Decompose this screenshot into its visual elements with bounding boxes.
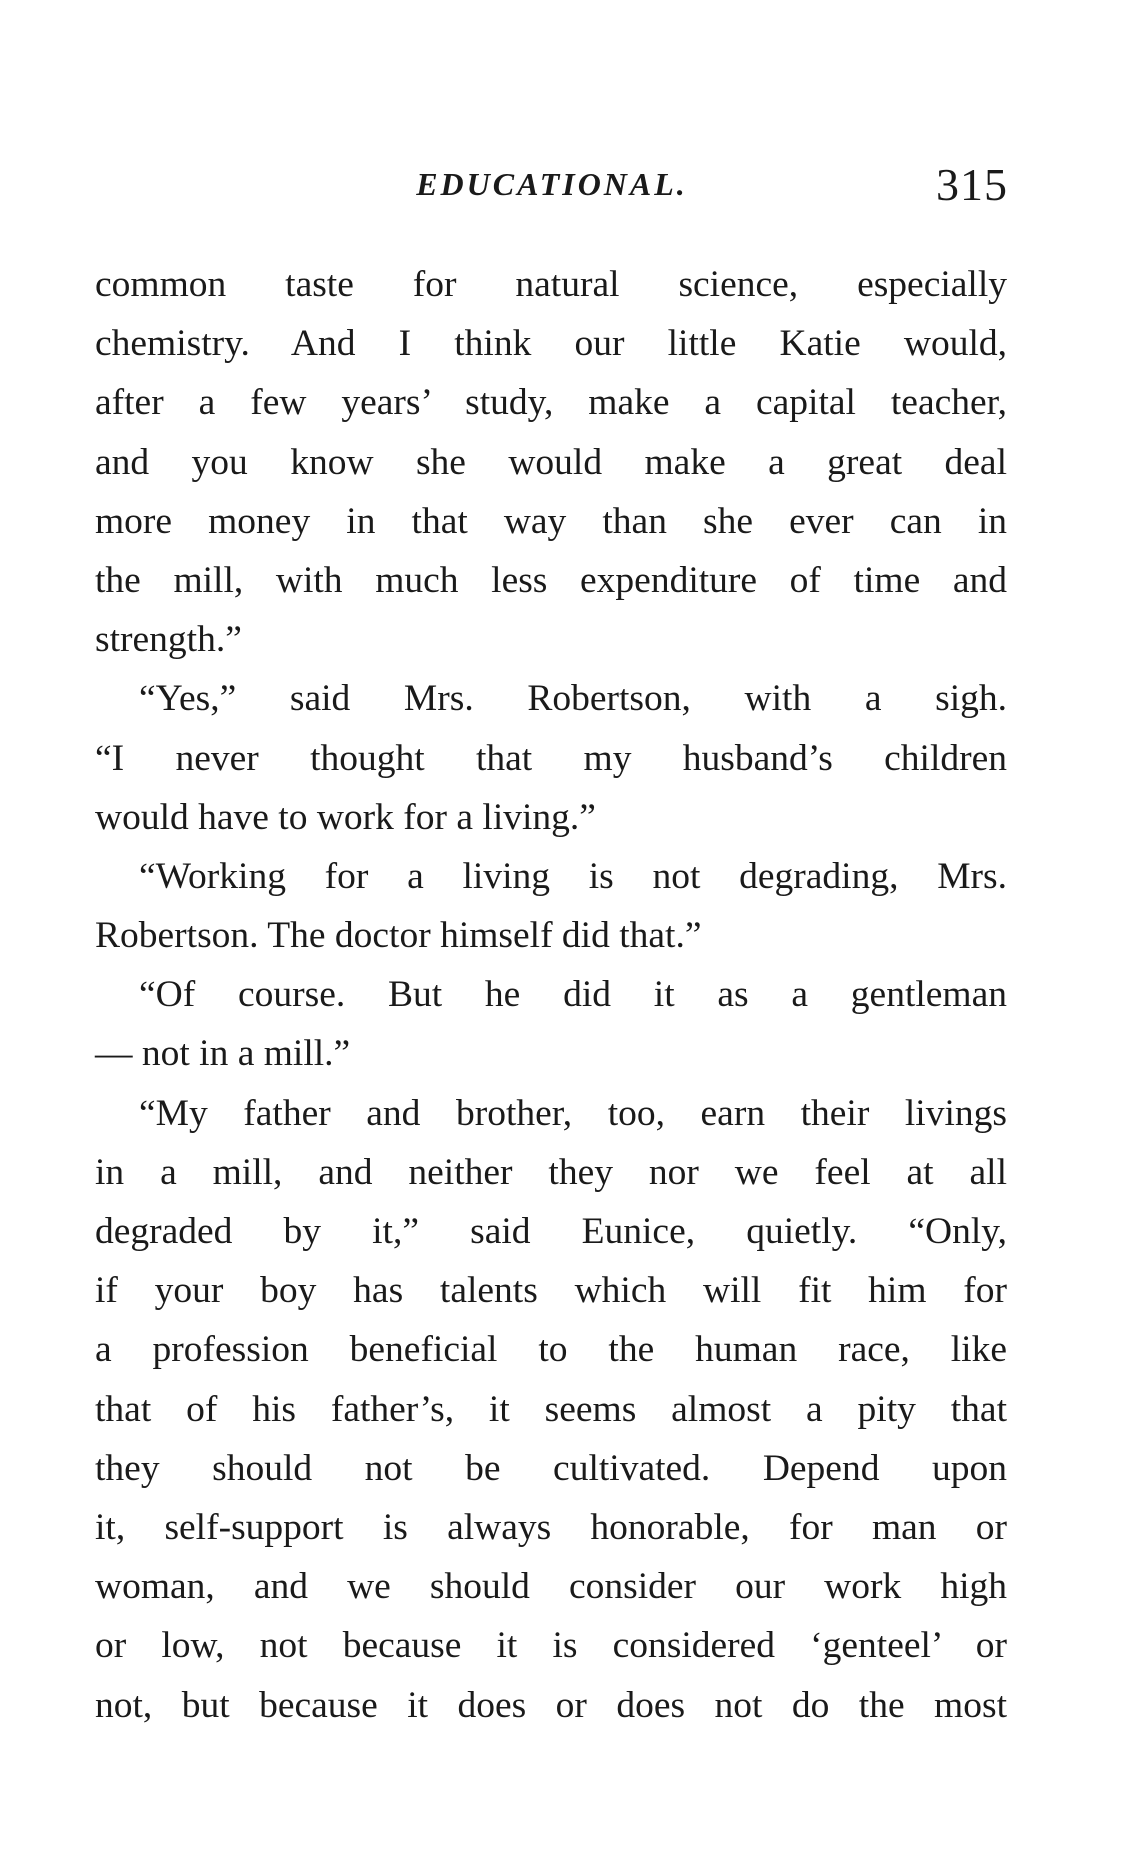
text-line: strength.” xyxy=(95,619,242,661)
text-line: would have to work for a living.” xyxy=(95,796,596,838)
page-number: 315 xyxy=(936,159,1008,210)
text-line: “Of course. But he did it as a gentleman xyxy=(139,974,1007,1016)
text-line: — not in a mill.” xyxy=(95,1033,351,1075)
running-title: EDUCATIONAL. xyxy=(416,166,688,202)
text-line: or low, not because it is considered ‘genteel’ or xyxy=(95,1625,1007,1667)
text-line: not, but because it does or does not do the most xyxy=(95,1684,1007,1726)
text-line: degraded by it,” said Eunice, quietly. “Only, xyxy=(95,1211,1007,1252)
text-line: and you know she would make a great deal xyxy=(95,441,1007,483)
text-line: “Working for a living is not degrading, Mrs. xyxy=(139,855,1007,897)
running-header xyxy=(96,158,1008,218)
text-line: chemistry. And I think our little Katie would, xyxy=(95,323,1007,365)
text-line: a profession beneficial to the human race, like xyxy=(95,1329,1007,1371)
text-line: woman, and we should consider our work high xyxy=(95,1566,1007,1608)
text-line: more money in that way than she ever can in xyxy=(95,500,1007,542)
text-line: that of his father’s, it seems almost a pity that xyxy=(95,1388,1007,1430)
text-line: “My father and brother, too, earn their livings xyxy=(139,1092,1007,1134)
text-line: common taste for natural science, especially xyxy=(95,264,1007,305)
text-line: they should not be cultivated. Depend upon xyxy=(95,1447,1007,1489)
text-line: Robertson. The doctor himself did that.” xyxy=(95,915,702,957)
text-line: “I never thought that my husband’s children xyxy=(95,737,1007,779)
text-line: the mill, with much less expenditure of time and xyxy=(95,559,1007,601)
text-line: in a mill, and neither they nor we feel at all xyxy=(95,1151,1007,1193)
text-line: “Yes,” said Mrs. Robertson, with a sigh. xyxy=(139,678,1007,720)
text-line: after a few years’ study, make a capital teacher, xyxy=(95,382,1007,424)
text-line: if your boy has talents which will fit him for xyxy=(95,1270,1007,1312)
text-line: it, self-support is always honorable, for man or xyxy=(95,1506,1007,1548)
body-text xyxy=(95,255,1007,1735)
